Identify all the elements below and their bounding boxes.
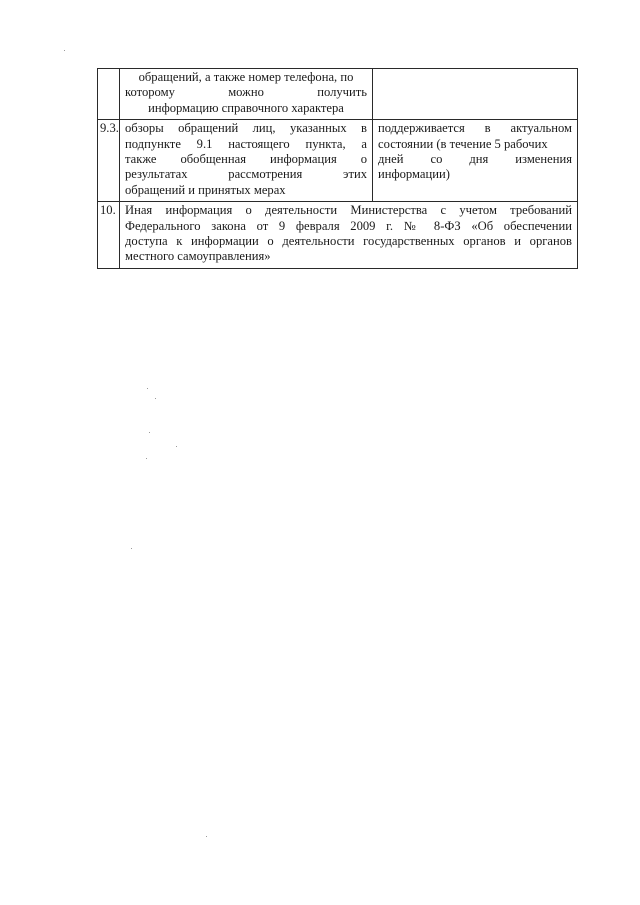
table-row [98, 69, 578, 120]
description-line: обращений и принятых мерах [125, 182, 286, 197]
description-line: Федерального закона от 9 февраля 2009 г. № 8-ФЗ «Об обеспечении [125, 218, 572, 233]
scan-speck [149, 432, 150, 433]
period-line: дней со дня изменения [378, 152, 572, 167]
row-description [120, 120, 373, 202]
scan-speck [176, 446, 177, 447]
period-line: состоянии (в течение 5 рабочих [378, 136, 548, 151]
information-table [97, 68, 578, 269]
description-line: местного самоуправления» [125, 249, 271, 264]
period-line: информации) [378, 167, 450, 182]
description-line: также обобщенная информация о [125, 152, 367, 167]
scan-speck [64, 50, 65, 51]
description-line: информацию справочного характера [148, 100, 344, 115]
row-description [120, 69, 373, 120]
scan-speck [146, 458, 147, 459]
scan-speck [155, 398, 156, 399]
table-row [98, 120, 578, 202]
row-period [373, 69, 578, 120]
description-line: которому можно получить [125, 85, 367, 100]
scan-speck [147, 388, 148, 389]
description-line: подпункте 9.1 настоящего пункта, а [125, 136, 367, 151]
scan-speck [206, 836, 207, 837]
description-line: Иная информация о деятельности Министерства с учетом требований [125, 203, 572, 218]
table-row [98, 202, 578, 269]
scan-speck [131, 548, 132, 549]
description-line: обзоры обращений лиц, указанных в [125, 121, 367, 136]
row-description-merged [120, 202, 578, 269]
row-number: 10. [98, 202, 120, 269]
description-line: обращений, а также номер телефона, по [138, 70, 354, 84]
row-number: 9.3. [98, 120, 120, 202]
row-number [98, 69, 120, 120]
row-period [373, 120, 578, 202]
description-line: доступа к информации о деятельности государственных органов и органов [125, 234, 572, 249]
description-line: результатах рассмотрения этих [125, 167, 367, 182]
period-line: поддерживается в актуальном [378, 121, 572, 136]
